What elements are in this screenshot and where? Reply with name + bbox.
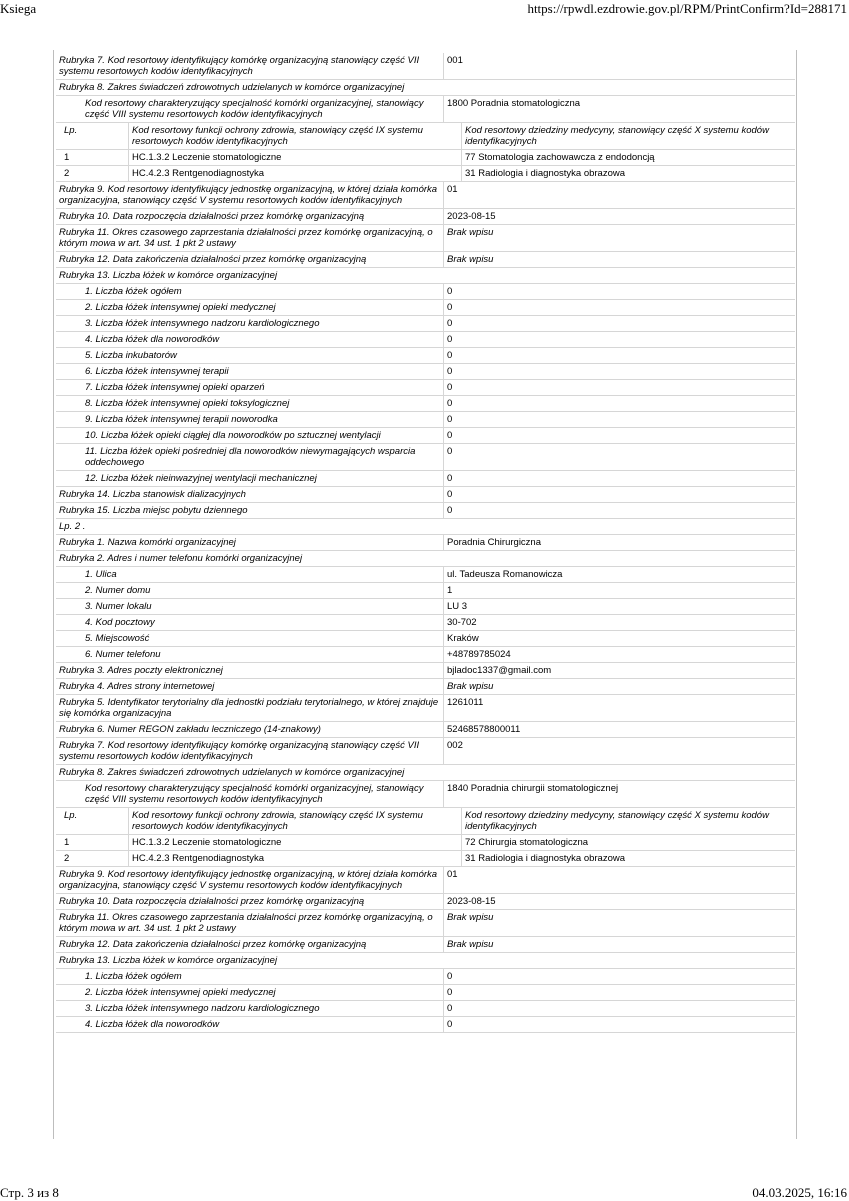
beds-label: 4. Liczba łóżek dla noworodków [85, 1019, 220, 1030]
rubryka-11-label: Rubryka 11. Okres czasowego zaprzestania działalności przez komórkę organizacyjną, o którym mowa w art. 34 ust. 1 pkt 2 ustawy [59, 227, 433, 249]
rubryka-8-label: Rubryka 8. Zakres świadczeń zdrowotnych udzielanych w komórce organizacyjnej [59, 82, 405, 93]
codes-table-header [56, 123, 795, 150]
row-x: 31 Radiologia i diagnostyka obrazowa [461, 851, 795, 866]
beds-value: 0 [443, 1017, 795, 1032]
rubryka-14-value: 0 [443, 487, 795, 502]
rubryka-3-label: Rubryka 3. Adres poczty elektronicznej [59, 665, 223, 676]
rubryka-8-specialty-row [56, 781, 795, 808]
rubryka-13-row [56, 268, 795, 284]
beds-label: 2. Liczba łóżek intensywnej opieki medycznej [85, 987, 276, 998]
table-row [56, 851, 795, 867]
rubryka-15-row [56, 503, 795, 519]
beds-row [56, 985, 795, 1001]
rubryka-5-row [56, 695, 795, 722]
beds-row [56, 348, 795, 364]
rubryka-12-row [56, 252, 795, 268]
beds-row [56, 300, 795, 316]
address-value: LU 3 [443, 599, 795, 614]
beds-row [56, 1017, 795, 1033]
rubryka-14-label: Rubryka 14. Liczba stanowisk dializacyjnych [59, 489, 246, 500]
rubryka-8-label: Rubryka 8. Zakres świadczeń zdrowotnych udzielanych w komórce organizacyjnej [59, 767, 405, 778]
address-label: 4. Kod pocztowy [85, 617, 155, 628]
beds-value: 0 [443, 428, 795, 443]
rubryka-9-value: 01 [443, 182, 795, 208]
rubryka-3-row [56, 663, 795, 679]
beds-label: 10. Liczba łóżek opieki ciągłej dla noworodków po sztucznej wentylacji [85, 430, 381, 441]
rubryka-10-value: 2023-08-15 [443, 209, 795, 224]
beds-value: 0 [443, 364, 795, 379]
rubryka-10-label: Rubryka 10. Data rozpoczęcia działalności przez komórkę organizacyjną [59, 896, 365, 907]
rubryka-7-value: 001 [443, 53, 795, 79]
page-url: https://rpwdl.ezdrowie.gov.pl/RPM/PrintConfirm?Id=288171 [527, 1, 847, 16]
address-row [56, 567, 795, 583]
row-lp: 2 [64, 168, 70, 179]
beds-row [56, 471, 795, 487]
rubryka-12-value: Brak wpisu [443, 252, 795, 267]
beds-row [56, 412, 795, 428]
rubryka-12-value: Brak wpisu [443, 937, 795, 952]
beds-row [56, 969, 795, 985]
header-x: Kod resortowy dziedziny medycyny, stanowiący część X systemu kodów identyfikacyjnych [461, 123, 795, 149]
rubryka-7-row [56, 738, 795, 765]
table-row [56, 835, 795, 851]
beds-value: 0 [443, 412, 795, 427]
rubryka-13-label: Rubryka 13. Liczba łóżek w komórce organizacyjnej [59, 270, 278, 281]
print-datetime: 04.03.2025, 16:16 [752, 1185, 847, 1200]
beds-label: 11. Liczba łóżek opieki pośredniej dla noworodków niewymagających wsparcia oddechowego [85, 446, 416, 468]
beds-row [56, 428, 795, 444]
beds-value: 0 [443, 300, 795, 315]
rubryka-5-label: Rubryka 5. Identyfikator terytorialny dla jednostki podziału terytorialnego, w której znajduje się komórka organizacyjna [59, 697, 439, 719]
beds-value: 0 [443, 444, 795, 470]
beds-label: 2. Liczba łóżek intensywnej opieki medycznej [85, 302, 276, 313]
address-label: 5. Miejscowość [85, 633, 150, 644]
rubryka-8-specialty-row [56, 96, 795, 123]
row-ix: HC.4.2.3 Rentgenodiagnostyka [128, 851, 461, 866]
row-lp: 2 [64, 853, 70, 864]
rubryka-11-row [56, 225, 795, 252]
specialty-value: 1800 Poradnia stomatologiczna [443, 96, 795, 122]
page-number: Стр. 3 из 8 [0, 1185, 59, 1200]
beds-row [56, 364, 795, 380]
beds-label: 6. Liczba łóżek intensywnej terapii [85, 366, 229, 377]
address-label: 6. Numer telefonu [85, 649, 161, 660]
rubryka-5-value: 1261011 [443, 695, 795, 721]
beds-row [56, 1001, 795, 1017]
beds-label: 5. Liczba inkubatorów [85, 350, 177, 361]
beds-value: 0 [443, 1001, 795, 1016]
rubryka-4-value: Brak wpisu [443, 679, 795, 694]
rubryka-7-label: Rubryka 7. Kod resortowy identyfikujący komórkę organizacyjną stanowiący część VII systemu resortowych kodów identyfikacyjnych [59, 55, 420, 77]
beds-value: 0 [443, 332, 795, 347]
rubryka-10-row [56, 209, 795, 225]
rubryka-13-label: Rubryka 13. Liczba łóżek w komórce organizacyjnej [59, 955, 278, 966]
beds-value: 0 [443, 348, 795, 363]
beds-label: 1. Liczba łóżek ogółem [85, 971, 182, 982]
beds-label: 3. Liczba łóżek intensywnego nadzoru kardiologicznego [85, 318, 320, 329]
rubryka-9-row [56, 867, 795, 894]
address-row [56, 583, 795, 599]
header-lp: Lp. [64, 125, 78, 136]
row-x: 72 Chirurgia stomatologiczna [461, 835, 795, 850]
rubryka-4-label: Rubryka 4. Adres strony internetowej [59, 681, 215, 692]
beds-value: 0 [443, 471, 795, 486]
rubryka-9-value: 01 [443, 867, 795, 893]
rubryka-11-value: Brak wpisu [443, 225, 795, 251]
beds-row [56, 380, 795, 396]
beds-value: 0 [443, 396, 795, 411]
lp-2-row [56, 519, 795, 535]
address-value: ul. Tadeusza Romanowicza [443, 567, 795, 582]
rubryka-4-row [56, 679, 795, 695]
address-row [56, 647, 795, 663]
rubryka-15-label: Rubryka 15. Liczba miejsc pobytu dziennego [59, 505, 248, 516]
beds-label: 9. Liczba łóżek intensywnej terapii noworodka [85, 414, 278, 425]
rubryka-12-label: Rubryka 12. Data zakończenia działalności przez komórkę organizacyjną [59, 254, 367, 265]
rubryka-7-value: 002 [443, 738, 795, 764]
address-row [56, 615, 795, 631]
beds-row [56, 396, 795, 412]
beds-row [56, 332, 795, 348]
row-ix: HC.1.3.2 Leczenie stomatologiczne [128, 835, 461, 850]
rubryka-2-label: Rubryka 2. Adres i numer telefonu komórki organizacyjnej [59, 553, 303, 564]
beds-label: 4. Liczba łóżek dla noworodków [85, 334, 220, 345]
rubryka-9-label: Rubryka 9. Kod resortowy identyfikujący jednostkę organizacyjną, w której działa komórka organizacyjna, stanowiący część V systemu resortowych kodów identyfikacyjnych [59, 869, 438, 891]
address-value: 1 [443, 583, 795, 598]
header-lp: Lp. [64, 810, 78, 821]
header-x: Kod resortowy dziedziny medycyny, stanowiący część X systemu kodów identyfikacyjnych [461, 808, 795, 834]
specialty-label: Kod resortowy charakteryzujący specjalność komórki organizacyjnej, stanowiący część VIII systemu resortowych kodów identyfikacyjnych [85, 783, 424, 805]
beds-label: 1. Liczba łóżek ogółem [85, 286, 182, 297]
rubryka-10-row [56, 894, 795, 910]
row-x: 77 Stomatologia zachowawcza z endodoncją [461, 150, 795, 165]
rubryka-6-row [56, 722, 795, 738]
rubryka-13-row [56, 953, 795, 969]
row-ix: HC.4.2.3 Rentgenodiagnostyka [128, 166, 461, 181]
specialty-value: 1840 Poradnia chirurgii stomatologicznej [443, 781, 795, 807]
rubryka-8-row [56, 80, 795, 96]
document-content [56, 53, 795, 1033]
header-ix: Kod resortowy funkcji ochrony zdrowia, stanowiący część IX systemu resortowych kodów identyfikacyjnych [128, 808, 461, 834]
beds-label: 7. Liczba łóżek intensywnej opieki oparzeń [85, 382, 265, 393]
beds-value: 0 [443, 985, 795, 1000]
address-value: 30-702 [443, 615, 795, 630]
rubryka-7-label: Rubryka 7. Kod resortowy identyfikujący komórkę organizacyjną stanowiący część VII systemu resortowych kodów identyfikacyjnych [59, 740, 420, 762]
beds-label: 8. Liczba łóżek intensywnej opieki toksylogicznej [85, 398, 290, 409]
table-row [56, 150, 795, 166]
rubryka-6-value: 52468578800011 [443, 722, 795, 737]
rubryka-9-label: Rubryka 9. Kod resortowy identyfikujący jednostkę organizacyjną, w której działa komórka organizacyjna, stanowiący część V systemu resortowych kodów identyfikacyjnych [59, 184, 438, 206]
rubryka-12-label: Rubryka 12. Data zakończenia działalności przez komórkę organizacyjną [59, 939, 367, 950]
rubryka-11-row [56, 910, 795, 937]
beds-value: 0 [443, 284, 795, 299]
rubryka-8-row [56, 765, 795, 781]
rubryka-10-value: 2023-08-15 [443, 894, 795, 909]
header-ix: Kod resortowy funkcji ochrony zdrowia, stanowiący część IX systemu resortowych kodów identyfikacyjnych [128, 123, 461, 149]
rubryka-2-row [56, 551, 795, 567]
beds-value: 0 [443, 380, 795, 395]
window-title: Ksiega [0, 1, 37, 16]
address-value: Kraków [443, 631, 795, 646]
row-lp: 1 [64, 152, 70, 163]
specialty-label: Kod resortowy charakteryzujący specjalność komórki organizacyjnej, stanowiący część VIII systemu resortowych kodów identyfikacyjnych [85, 98, 424, 120]
beds-label: 3. Liczba łóżek intensywnego nadzoru kardiologicznego [85, 1003, 320, 1014]
rubryka-1-value: Poradnia Chirurgiczna [443, 535, 795, 550]
rubryka-14-row [56, 487, 795, 503]
address-label: 2. Numer domu [85, 585, 151, 596]
rubryka-6-label: Rubryka 6. Numer REGON zakładu leczniczego (14-znakowy) [59, 724, 321, 735]
address-label: 3. Numer lokalu [85, 601, 152, 612]
address-label: 1. Ulica [85, 569, 117, 580]
rubryka-9-row [56, 182, 795, 209]
rubryka-12-row [56, 937, 795, 953]
address-value: +48789785024 [443, 647, 795, 662]
beds-label: 12. Liczba łóżek nieinwazyjnej wentylacji mechanicznej [85, 473, 317, 484]
lp-2-label: Lp. 2 . [59, 521, 86, 532]
address-row [56, 599, 795, 615]
address-row [56, 631, 795, 647]
rubryka-10-label: Rubryka 10. Data rozpoczęcia działalności przez komórkę organizacyjną [59, 211, 365, 222]
beds-row [56, 316, 795, 332]
beds-row [56, 284, 795, 300]
row-lp: 1 [64, 837, 70, 848]
rubryka-11-label: Rubryka 11. Okres czasowego zaprzestania działalności przez komórkę organizacyjną, o którym mowa w art. 34 ust. 1 pkt 2 ustawy [59, 912, 433, 934]
table-row [56, 166, 795, 182]
rubryka-7-row [56, 53, 795, 80]
row-ix: HC.1.3.2 Leczenie stomatologiczne [128, 150, 461, 165]
rubryka-1-label: Rubryka 1. Nazwa komórki organizacyjnej [59, 537, 236, 548]
rubryka-1-row [56, 535, 795, 551]
rubryka-11-value: Brak wpisu [443, 910, 795, 936]
rubryka-3-value: bjladoc1337@gmail.com [443, 663, 795, 678]
row-x: 31 Radiologia i diagnostyka obrazowa [461, 166, 795, 181]
beds-value: 0 [443, 969, 795, 984]
beds-row [56, 444, 795, 471]
codes-table-header [56, 808, 795, 835]
rubryka-15-value: 0 [443, 503, 795, 518]
beds-value: 0 [443, 316, 795, 331]
